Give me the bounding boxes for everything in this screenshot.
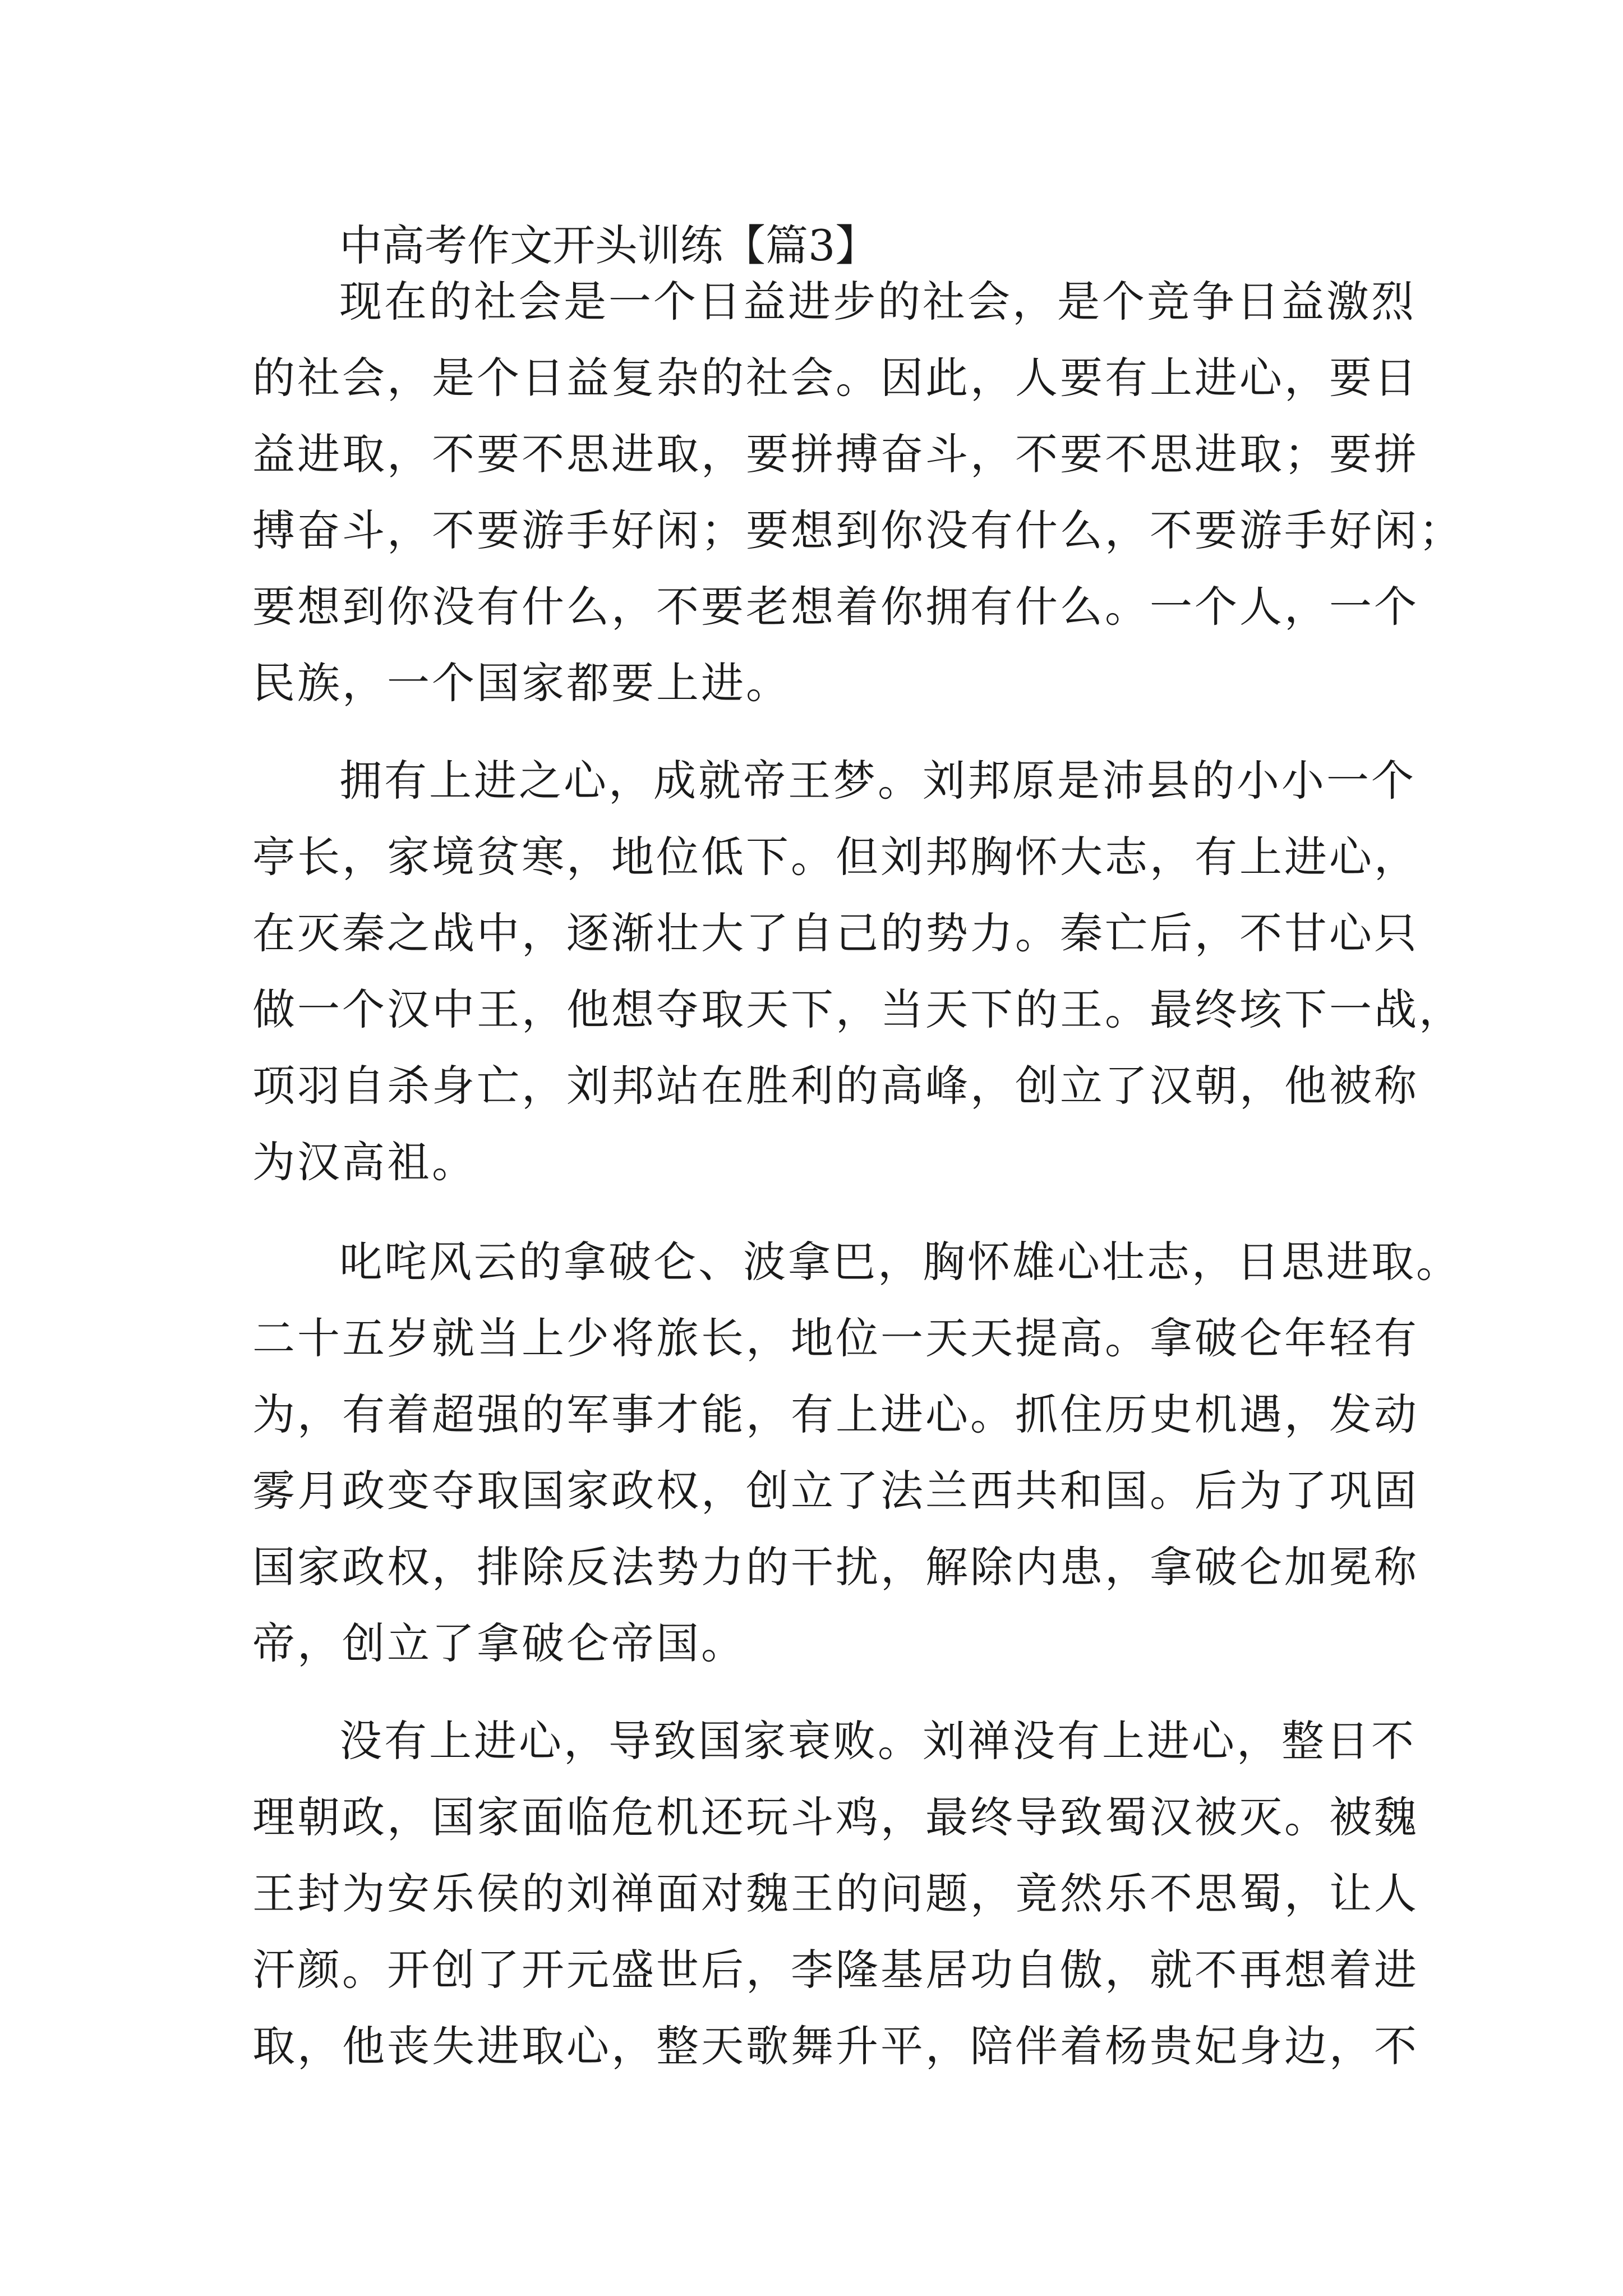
paragraph-1: [252, 264, 1464, 721]
text-line: 亭长，家境贫寒，地位低下。但刘邦胸怀大志，有上进心，: [252, 832, 1419, 882]
text-line: 取，他丧失进取心，整天歌舞升平，陪伴着杨贵妃身边，不: [252, 2021, 1419, 2071]
text-line: 帝，创立了拿破仑帝国。: [252, 1618, 746, 1668]
text-line: 拥有上进之心，成就帝王梦。刘邦原是沛县的小小一个: [339, 756, 1416, 806]
text-line: 王封为安乐侯的刘禅面对魏王的问题，竟然乐不思蜀，让人: [252, 1869, 1419, 1918]
text-line: 没有上进心，导致国家衰败。刘禅没有上进心，整日不: [339, 1716, 1416, 1766]
text-line: 二十五岁就当上少将旅长，地位一天天提高。拿破仑年轻有: [252, 1313, 1419, 1363]
text-line: 民族，一个国家都要上进。: [252, 658, 791, 708]
text-line: 益进取，不要不思进取，要拼搏奋斗，不要不思进取；要拼: [252, 429, 1419, 479]
text-line: 国家政权，排除反法势力的干扰，解除内患，拿破仑加冕称: [252, 1542, 1419, 1592]
paragraph-2: [252, 743, 1464, 1200]
text-line: 叱咤风云的拿破仑、波拿巴，胸怀雄心壮志，日思进取。: [339, 1237, 1461, 1287]
text-line: 做一个汉中王，他想夺取天下，当天下的王。最终垓下一战，: [252, 984, 1464, 1034]
document-title: 中高考作文开头训练【篇3】: [339, 220, 878, 270]
text-line: 为汉高祖。: [252, 1137, 477, 1187]
text-line: 要想到你没有什么，不要老想着你拥有什么。一个人，一个: [252, 582, 1419, 632]
text-line: 的社会，是个日益复杂的社会。因此，人要有上进心，要日: [252, 353, 1419, 403]
text-line: 雾月政变夺取国家政权，创立了法兰西共和国。后为了巩固: [252, 1466, 1419, 1516]
text-line: 汗颜。开创了开元盛世后，李隆基居功自傲，就不再想着进: [252, 1945, 1419, 1995]
text-line: 在灭秦之战中，逐渐壮大了自己的势力。秦亡后，不甘心只: [252, 908, 1419, 958]
text-line: 现在的社会是一个日益进步的社会，是个竞争日益激烈: [339, 277, 1416, 326]
paragraph-3: [252, 1224, 1461, 1682]
text-line: 项羽自杀身亡，刘邦站在胜利的高峰，创立了汉朝，他被称: [252, 1061, 1419, 1111]
text-line: 搏奋斗，不要游手好闲；要想到你没有什么，不要游手好闲；: [252, 505, 1464, 555]
paragraph-4: [252, 1703, 1419, 2085]
text-line: 理朝政，国家面临危机还玩斗鸡，最终导致蜀汉被灭。被魏: [252, 1792, 1419, 1842]
text-line: 为，有着超强的军事才能，有上进心。抓住历史机遇，发动: [252, 1389, 1419, 1439]
